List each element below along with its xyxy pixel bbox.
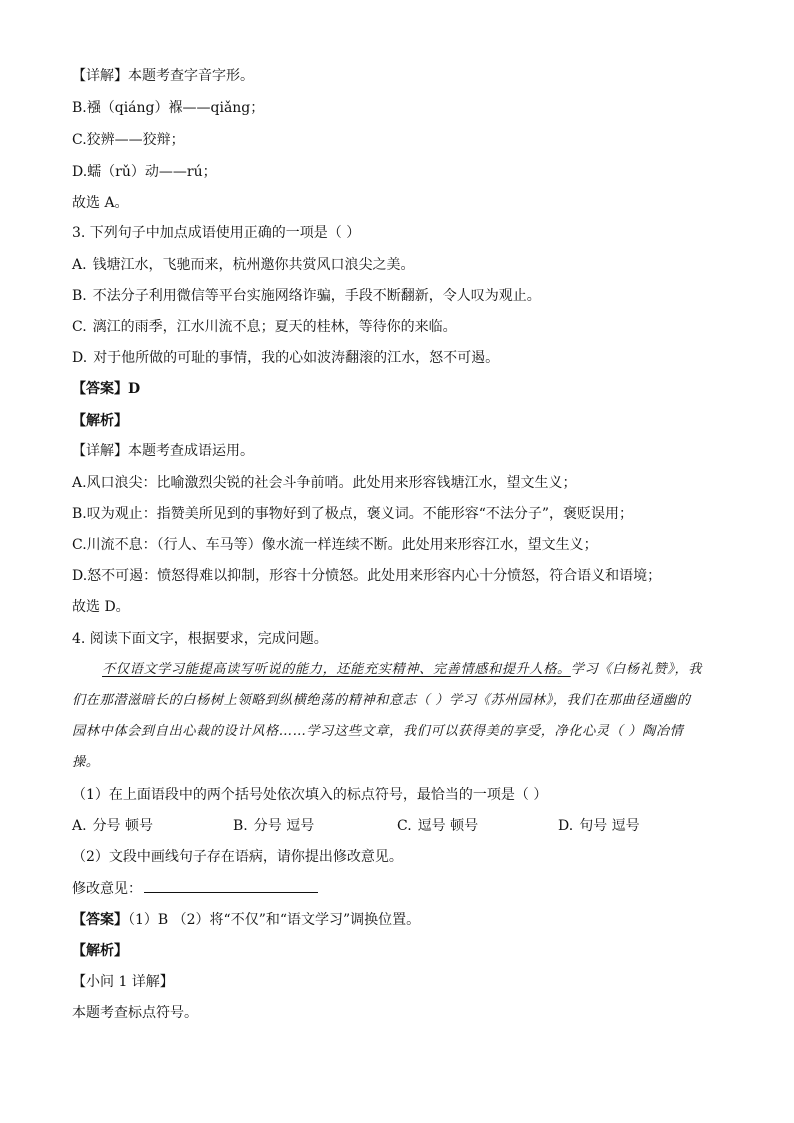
q2-choice: 故选 A。	[72, 195, 129, 211]
q3-option-c: C. 漓江的雨季，江水川流不息；夏天的桂林，等待你的来临。	[72, 319, 457, 335]
q4-revise-label: 修改意见：	[72, 881, 142, 897]
q4-answer-text: （1）B （2）将“不仅”和“语文学习”调换位置。	[128, 912, 421, 928]
q4-sub1: （1）在上面语段中的两个括号处依次填入的标点符号，最恰当的一项是（ ）	[72, 787, 548, 803]
q3-analysis: 【解析】	[72, 413, 128, 429]
q4-underlined-sentence: 不仅语文学习能提高读写听说的能力，还能充实精神、完善情感和提升人格。	[102, 662, 571, 677]
q4-passage-line-3: 园林中体会到自出心裁的设计风格……学习这些文章，我们可以获得美的享受，净化心灵（ ）陶冶情	[72, 724, 684, 739]
q4-sub1-option-c: C. 逗号 顿号	[397, 818, 479, 834]
q3-option-a: A. 钱塘江水，飞驰而来，杭州邀你共赏风口浪尖之美。	[72, 257, 415, 273]
q2-note-d: D.蠕（rǔ）动——rú；	[72, 164, 217, 180]
q4-revise-blank	[144, 878, 318, 893]
q2-detail: 【详解】本题考查字音字形。	[72, 68, 254, 84]
q4-sub1-option-d: D. 句号 逗号	[558, 818, 640, 834]
q4-revise-line	[72, 878, 754, 899]
q3-note-a: A.风口浪尖：比喻激烈尖锐的社会斗争前哨。此处用来形容钱塘江水，望文生义；	[72, 475, 577, 491]
q4-sub2: （2）文段中画线句子存在语病，请你提出修改意见。	[72, 849, 403, 865]
q2-note-b: B.襁（qiáng）褓——qiǎng；	[72, 100, 265, 116]
q3-detail: 【详解】本题考查成语运用。	[72, 443, 254, 459]
q4-passage-line-2: 们在那潜滋暗长的白杨树上领略到纵横绝荡的精神和意志（ ）学习《苏州园林》，我们在那曲径通幽的	[72, 693, 691, 708]
q4-stem: 4. 阅读下面文字，根据要求，完成问题。	[72, 631, 328, 647]
q3-note-d: D.怒不可遏：愤怒得难以抑制，形容十分愤怒。此处用来形容内心十分愤怒，符合语义和语境；	[72, 568, 662, 584]
q3-choice: 故选 D。	[72, 599, 130, 615]
q4-answer	[72, 910, 754, 930]
q4-passage-line-1: 不仅语文学习能提高读写听说的能力，还能充实精神、完善情感和提升人格。学习《白杨礼赞》，我	[102, 662, 703, 677]
q4-small1-title: 【小问 1 详解】	[72, 974, 174, 990]
q4-analysis: 【解析】	[72, 943, 128, 959]
q3-option-d: D. 对于他所做的可耻的事情，我的心如波涛翻滚的江水，怒不可遏。	[72, 350, 500, 366]
q2-note-c: C.狡辨——狡辩；	[72, 132, 185, 148]
q4-passage-line-4: 操。	[72, 755, 100, 770]
q3-stem: 3. 下列句子中加点成语使用正确的一项是（ ）	[72, 225, 361, 241]
q4-sub1-option-b: B. 分号 逗号	[233, 818, 315, 834]
q4-sub1-option-a: A. 分号 顿号	[72, 818, 154, 834]
q3-note-b: B.叹为观止：指赞美所见到的事物好到了极点，褒义词。不能形容“不法分子”，褒贬误用；	[72, 506, 634, 522]
q4-answer-label: 【答案】	[72, 912, 128, 928]
q3-option-b: B. 不法分子利用微信等平台实施网络诈骗，手段不断翻新，令人叹为观止。	[72, 288, 541, 304]
q3-note-c: C.川流不息：（行人、车马等）像水流一样连续不断。此处用来形容江水，望文生义；	[72, 537, 598, 553]
q4-small1-text: 本题考查标点符号。	[72, 1005, 198, 1021]
q3-answer: 【答案】D	[72, 381, 141, 397]
